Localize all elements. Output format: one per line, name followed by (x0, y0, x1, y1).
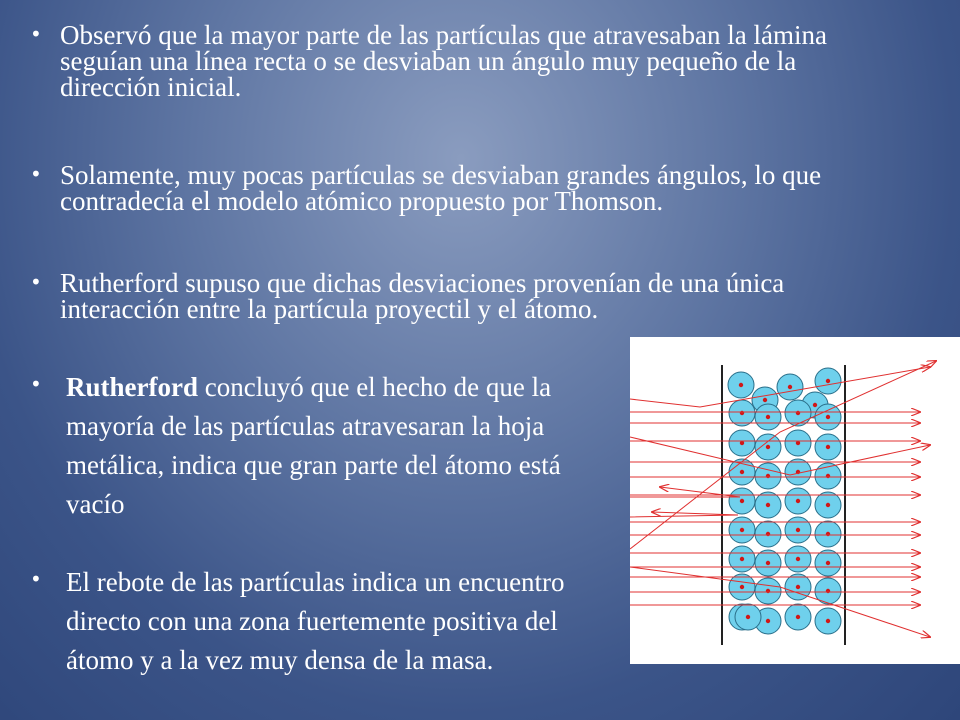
atom-nucleus (796, 499, 800, 503)
atom-nucleus (763, 398, 767, 402)
bullet-observation (30, 22, 880, 100)
rutherford-scattering-diagram (630, 337, 960, 664)
atom-nucleus (826, 532, 830, 536)
atom-nucleus (796, 585, 800, 589)
bullet-text-rebound: El rebote de las partículas indica un encuentro directo con una zona fuertemente positiva del átomo y a la vez muy densa de la masa. (66, 567, 565, 675)
atom-nucleus (826, 589, 830, 593)
atom-nucleus (766, 561, 770, 565)
atom-nucleus (826, 619, 830, 623)
atom-nucleus (766, 445, 770, 449)
atom-nucleus (746, 615, 750, 619)
atom-nucleus (826, 415, 830, 419)
atom-nucleus (826, 561, 830, 565)
bullet-marker: • (30, 372, 42, 396)
atom-nucleus (796, 528, 800, 532)
atom-nucleus (740, 585, 744, 589)
bullet-marker: • (30, 567, 42, 591)
bullet-marker: • (30, 162, 42, 186)
atom-nucleus (813, 403, 817, 407)
atom-nucleus (796, 615, 800, 619)
atom-nucleus (766, 474, 770, 478)
atom-nucleus (796, 411, 800, 415)
atom-nucleus (766, 415, 770, 419)
atom-nucleus (740, 411, 744, 415)
bullet-rebound (30, 563, 610, 680)
atom-nucleus (788, 385, 792, 389)
atom-nucleus (740, 557, 744, 561)
bullet-marker: • (30, 270, 42, 294)
rutherford-bold: Rutherford (66, 372, 198, 402)
atom-nucleus (766, 503, 770, 507)
conclusion-rest: concluyó que el hecho de que la mayoría de las partículas atravesaran la hoja metálica, indica que gran parte del átomo está vacío (66, 372, 561, 519)
scattering-svg (630, 337, 960, 664)
atom-nucleus (766, 589, 770, 593)
atom-nucleus (826, 503, 830, 507)
bullet-text-conclusion (66, 368, 610, 524)
atom-nucleus (826, 445, 830, 449)
bullet-text-single-interaction: Rutherford supuso que dichas desviaciones provenían de una única interacción entre la partícula proyectil y el átomo. (60, 268, 785, 324)
bullet-large-angles (30, 162, 880, 214)
atom-nucleus (740, 528, 744, 532)
bullet-marker: • (30, 22, 42, 46)
atom-nucleus (766, 532, 770, 536)
atom-nucleus (826, 379, 830, 383)
atom-nucleus (739, 383, 743, 387)
atom-nucleus (796, 557, 800, 561)
bullet-single-interaction (30, 270, 880, 322)
atom-nucleus (826, 474, 830, 478)
atom-nucleus (740, 470, 744, 474)
bullet-text-observation: Observó que la mayor parte de las partículas que atravesaban la lámina seguían una línea recta o se desviaban un ángulo muy pequeño de la dirección inicial. (60, 20, 827, 102)
bullet-conclusion (30, 368, 610, 524)
atom-nucleus (740, 499, 744, 503)
bullet-text-large-angles: Solamente, muy pocas partículas se desviaban grandes ángulos, lo que contradecía el modelo atómico propuesto por Thomson. (60, 160, 822, 216)
atom-nucleus (766, 619, 770, 623)
